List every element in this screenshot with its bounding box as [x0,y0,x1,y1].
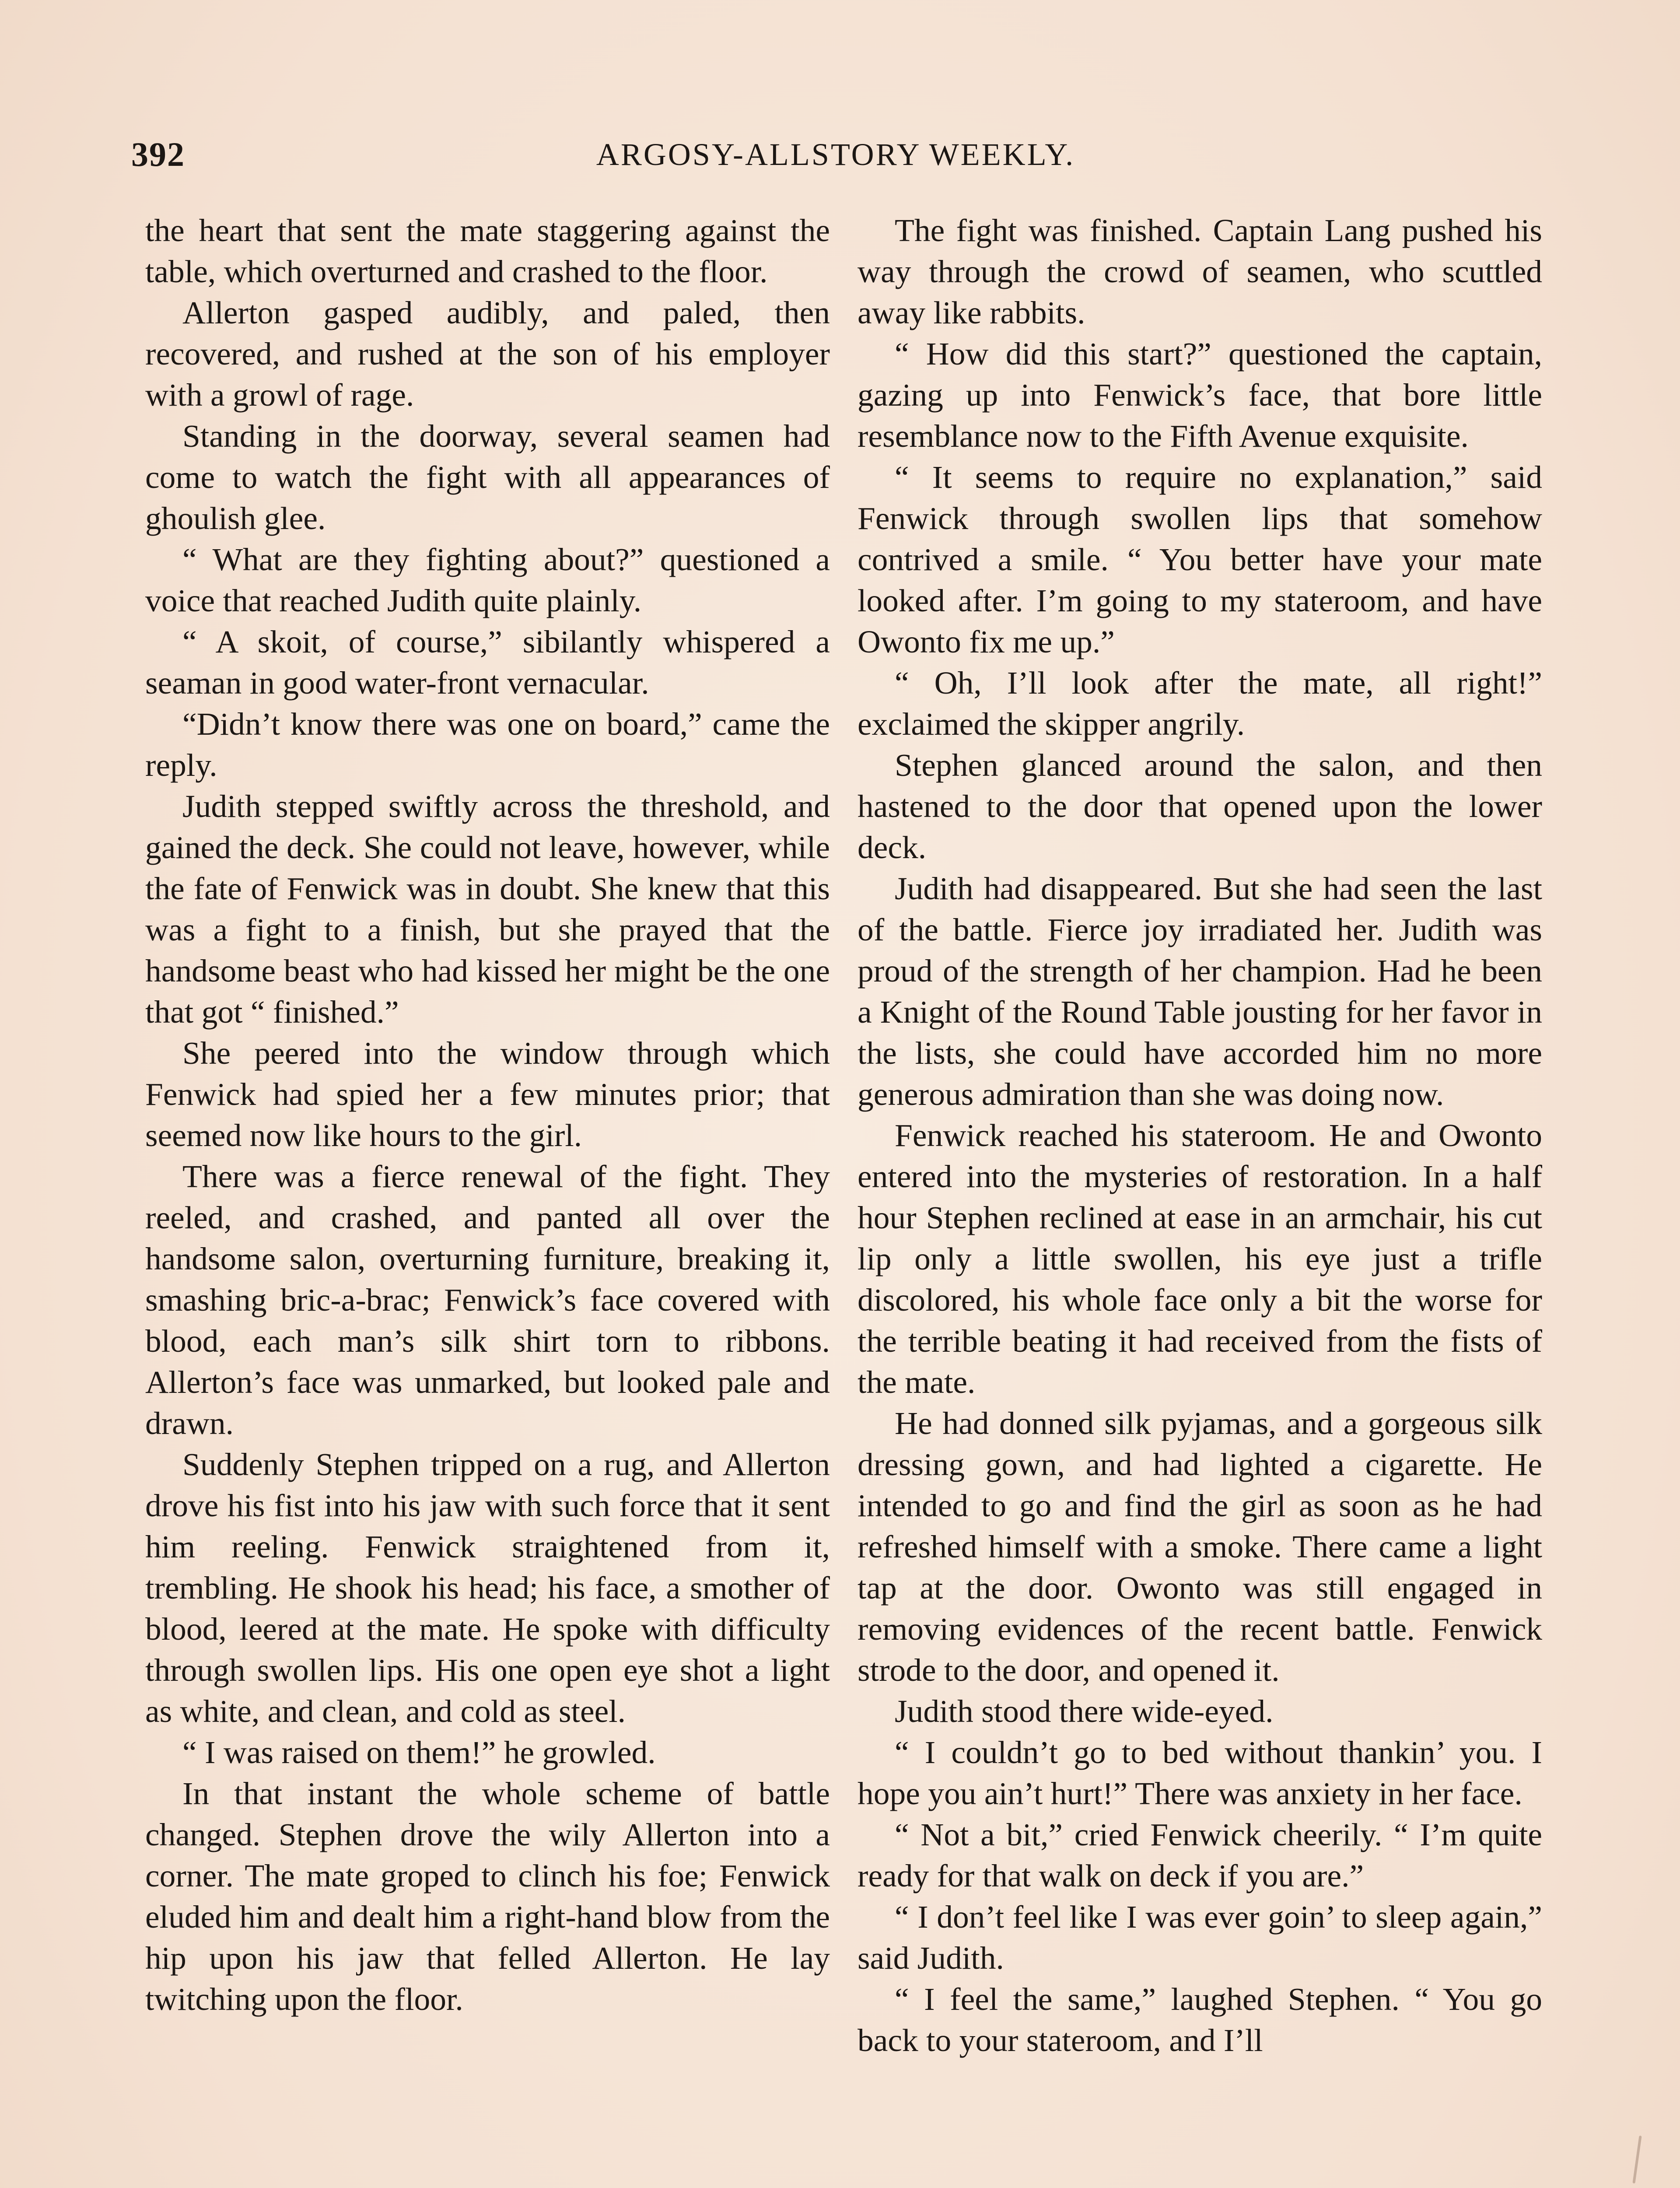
paragraph: Suddenly Stephen tripped on a rug, and Allerton drove his fist into his jaw with such force that it sent him reeling. Fenwick straightened from it, trembling. He shook his head; his face, a smother of blood, leered at the mate. He spoke with difficulty through swollen lips. His one open eye shot a light as white, and clean, and cold as steel. [145,1447,830,1729]
paragraph: “ I don’t feel like I was ever goin’ to sleep again,” said Judith. [858,1899,1542,1976]
paragraph: “ What are they fighting about?” questioned a voice that reached Judith quite plainly. [145,542,830,618]
paragraph: “ I feel the same,” laughed Stephen. “ You go back to your stateroom, and I’ll [858,1981,1542,2058]
left-column [145,210,830,2020]
paragraph: He had donned silk pyjamas, and a gorgeous silk dressing gown, and had lighted a cigarette. He intended to go and find the girl as soon as he had refreshed himself with a smoke. There came a light tap at the door. Owonto was still engaged in removing evidences of the recent battle. Fenwick strode to the door, and opened it. [858,1406,1542,1688]
paragraph: “ Not a bit,” cried Fenwick cheerily. “ I’m quite ready for that walk on deck if you are.” [858,1817,1542,1893]
paragraph: “ Oh, I’ll look after the mate, all right!” exclaimed the skipper angrily. [858,665,1542,742]
paragraph: “ I was raised on them!” he growled. [182,1735,656,1770]
paragraph: Allerton gasped audibly, and paled, then recovered, and rushed at the son of his employer with a growl of rage. [145,295,830,413]
paragraph: “Didn’t know there was one on board,” came the reply. [145,706,830,783]
running-title: ARGOSY-ALLSTORY WEEKLY. [596,137,1075,172]
paragraph: Judith had disappeared. But she had seen the last of the battle. Fierce joy irradiated her. Judith was proud of the strength of her champion. Had he been a Knight of the Round Table jousting for her favor in the lists, she could have accorded him no more generous admiration than she was doing now. [858,871,1542,1112]
right-column [858,210,1542,2061]
paragraph: “ I couldn’t go to bed without thankin’ you. I hope you ain’t hurt!” There was anxiety in her face. [858,1735,1542,1811]
paragraph: “ How did this start?” questioned the captain, gazing up into Fenwick’s face, that bore little resemblance now to the Fifth Avenue exquisite. [858,336,1542,454]
paragraph: the heart that sent the mate staggering against the table, which overturned and crashed to the floor. [145,213,830,289]
paragraph: Standing in the doorway, several seamen had come to watch the fight with all appearances of ghoulish glee. [145,418,830,536]
page-header [131,135,1540,183]
paragraph: There was a fierce renewal of the fight. They reeled, and crashed, and panted all over the handsome salon, overturning furniture, breaking it, smashing bric-a-brac; Fenwick’s face covered with blood, each man’s silk shirt torn to ribbons. Allerton’s face was unmarked, but looked pale and drawn. [145,1159,830,1441]
paragraph: Fenwick reached his stateroom. He and Owonto entered into the mysteries of restoration. In a half hour Stephen reclined at ease in an armchair, his cut lip only a little swollen, his eye just a trifle discolored, his whole face only a bit the worse for the terrible beating it had received from the fists of the mate. [858,1118,1542,1400]
paragraph: “ It seems to require no explanation,” said Fenwick through swollen lips that somehow contrived a smile. “ You better have your mate looked after. I’m going to my stateroom, and have Owonto fix me up.” [858,459,1542,659]
paragraph: Judith stepped swiftly across the threshold, and gained the deck. She could not leave, however, while the fate of Fenwick was in doubt. She knew that this was a fight to a finish, but she prayed that the handsome beast who had kissed her might be the one that got “ finished.” [145,789,830,1030]
paragraph: In that instant the whole scheme of battle changed. Stephen drove the wily Allerton into a corner. The mate groped to clinch his foe; Fenwick eluded him and dealt him a right-hand blow from the hip upon his jaw that felled Allerton. He lay twitching upon the floor. [145,1776,830,2017]
paragraph: “ A skoit, of course,” sibilantly whispered a seaman in good water-front vernacular. [145,624,830,701]
paragraph: Stephen glanced around the salon, and then hastened to the door that opened upon the lower deck. [858,747,1542,865]
paragraph: Judith stood there wide-eyed. [895,1694,1274,1729]
page-number: 392 [131,135,185,173]
paragraph: She peered into the window through which Fenwick had spied her a few minutes prior; that seemed now like hours to the girl. [145,1035,830,1153]
paragraph: The fight was finished. Captain Lang pushed his way through the crowd of seamen, who scuttled away like rabbits. [858,213,1542,330]
